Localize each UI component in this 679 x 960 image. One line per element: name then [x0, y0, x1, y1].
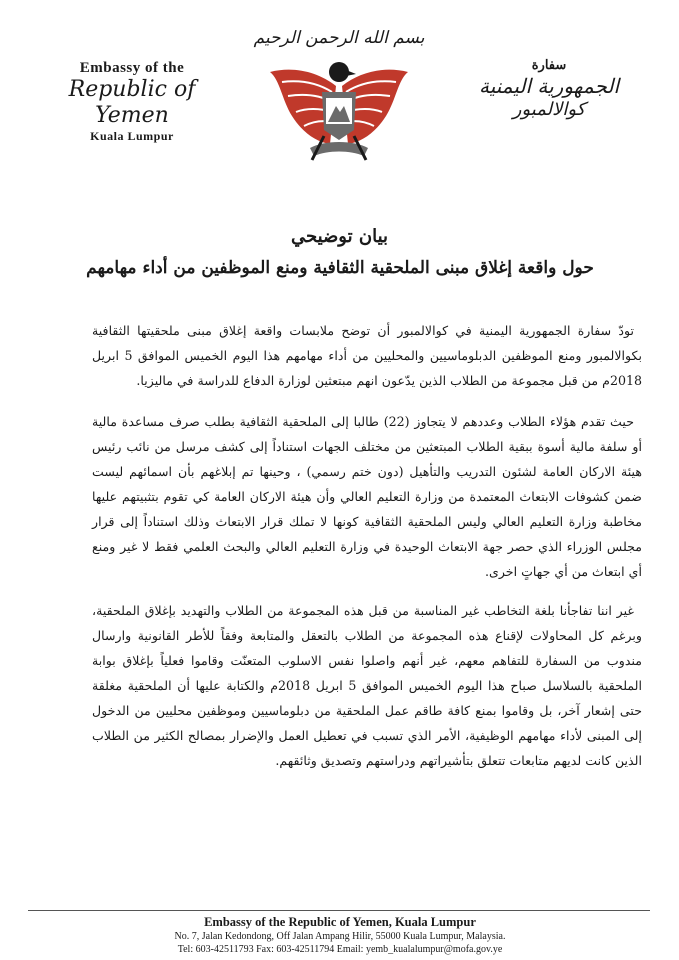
- header-english-block: [32, 60, 232, 144]
- yemen-emblem-icon: [266, 52, 412, 164]
- header-arabic-block: [469, 58, 629, 120]
- header-arabic-line2: الجمهورية اليمنية: [478, 74, 620, 98]
- body-paragraph-2: حيث تقدم هؤلاء الطلاب وعددهم لا يتجاوز (22) طالبا إلى الملحقية الثقافية بطلب صرف مساعدة مالية أو سلفة مالية أسوة ببقية الطلاب المبتعثين من مختلف الجهات استناداً إلى كشف مرسل من نائب رئيس هيئة الاركان العامة لشئون التدريب والتأهيل (دون ختم رسمي) ، وحينها تم إبلاغهم بأن اسمائهم ليست ضمن كشوفات الابتعاث المعتمدة من وزارة التعليم العالي وأن هيئة الاركان العامة كي تقوم بتثبيتهم عليها مخاطبة وزارة التعليم العالي وليس الملحقية الثقافية كونها لا تملك قرار الابتعاث وذلك استناداً إلى قرار مجلس الوزراء الذي حصر جهة الابتعاث الوحيدة في وزارة التعليم العالي والبحث العلمي فقط لا غير ومنع أي ابتعاث من أي جهاتٍ اخرى.: [92, 414, 642, 579]
- header-arabic-line3: كوالالمبور: [512, 99, 586, 120]
- header-english-line3: Kuala Lumpur: [90, 129, 174, 143]
- footer-embassy-name: Embassy of the Republic of Yemen, Kuala Lumpur: [204, 915, 476, 929]
- footer-block: [60, 914, 620, 956]
- header-english-line2: Republic of Yemen: [68, 77, 196, 128]
- footer-contact: Tel: 603-42511793 Fax: 603-42511794 Email: yemb_kualalumpur@mofa.gov.ye: [177, 944, 503, 955]
- body-paragraph-1: تودّ سفارة الجمهورية اليمنية في كوالالمبور أن توضح ملابسات واقعة إغلاق مبنى ملحقيتها الثقافية بكوالالمبور ومنع الموظفين الدبلوماسيين والمحليين من أداء مهامهم هذا اليوم الخميس الموافق 5 ابريل 2018م من قبل مجموعة من الطلاب الذين يدّعون انهم مبتعثين لوزارة الدفاع للدراسة في ماليزيا.: [92, 323, 642, 388]
- header-english-line1: Embassy of the: [79, 60, 185, 76]
- body-paragraph-3: غير اننا تفاجأنا بلغة التخاطب غير المناسبة من قبل هذه المجموعة من الطلاب والتهديد بإغلاق الملحقية، وبرغم كل المحاولات لإقناع هذه المجموعة من الطلاب بالتعقل والمتابعة وفقاً للأطر القانونية وارسال مندوب من السفارة للتفاهم معهم، غير أنهم واصلوا نفس الاسلوب المتعنّت وقاموا فعلياً بإغلاق بوابة الملحقية بالسلاسل صباح هذا اليوم الخميس الموافق 5 ابريل 2018م والكتابة عليها أن الملحقية مغلقة حتى إشعار آخر، بل وقاموا بمنع كافة طاقم عمل الملحقية من دبلوماسيين وموظفين محليين من الدخول إلى المبنى لأداء مهامهم الوظيفية، الأمر الذي تسبب في تعطيل العمل والإضرار بمصالح الكثير من الطلاب الذين كانت لديهم متابعات تتعلق بتأشيراتهم ودراستهم وتصديق وثائقهم.: [92, 603, 642, 768]
- statement-body: [92, 318, 642, 773]
- document-subtitle: حول واقعة إغلاق مبنى الملحقية الثقافية ومنع الموظفين من أداء مهامهم: [86, 258, 594, 278]
- document-title: بيان توضيحي: [290, 226, 389, 247]
- footer-divider: [28, 910, 650, 911]
- header-arabic-line1: سفارة: [531, 58, 567, 73]
- footer-address: No. 7, Jalan Kedondong, Off Jalan Ampang Hilir, 55000 Kuala Lumpur, Malaysia.: [174, 931, 506, 942]
- basmala-text: بسم الله الرحمن الرحيم: [253, 28, 425, 48]
